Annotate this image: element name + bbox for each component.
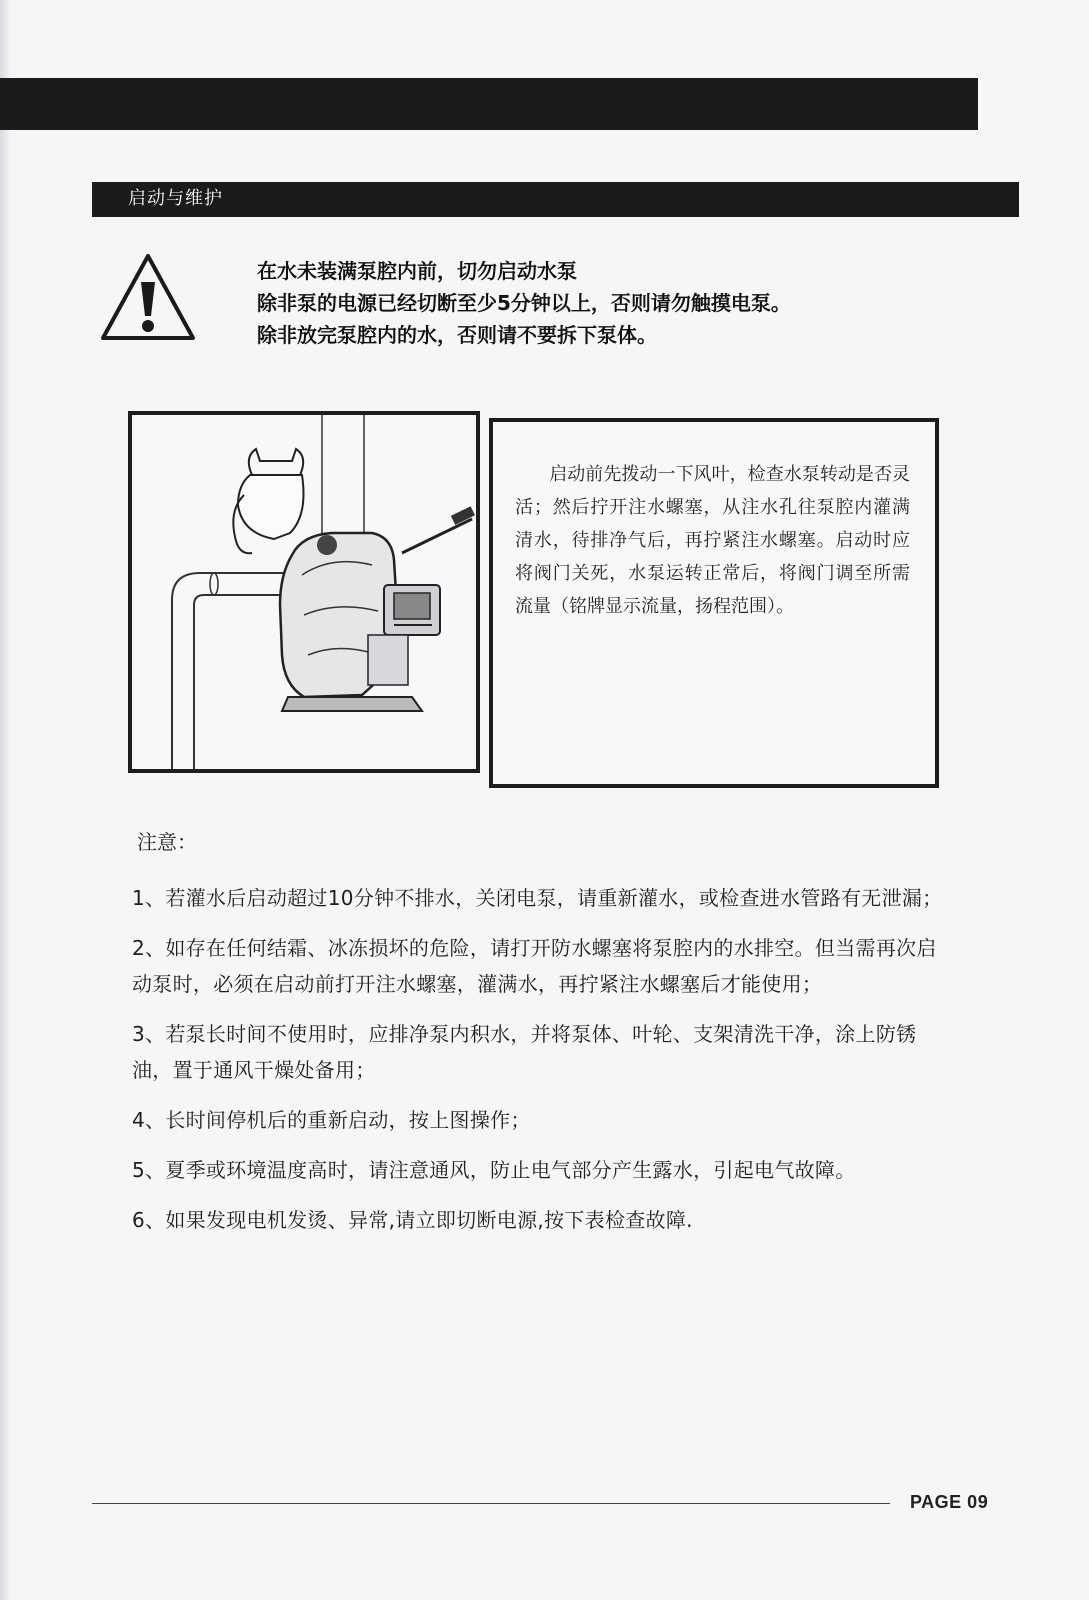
page-edge [0,0,10,1600]
note-item: 2、如存在任何结霜、冰冻损坏的危险，请打开防水螺塞将泵腔内的水排空。但当需再次启动泵时，必须在启动前打开注水螺塞，灌满水，再拧紧注水螺塞后才能使用； [132,936,937,996]
pump-illustration-box [128,411,480,773]
page-number: PAGE 09 [910,1492,989,1512]
warning-text [257,255,977,351]
notes-title: 注意： [137,830,197,854]
footer-rule [92,1503,890,1504]
notes-list [132,880,952,1252]
warning-line: 除非放完泵腔内的水，否则请不要拆下泵体。 [257,323,657,347]
top-banner-bar [0,78,978,130]
instruction-text: 启动前先拨动一下风叶，检查水泵转动是否灵活；然后拧开注水螺塞，从注水孔往泵腔内灌满清水，待排净气后，再拧紧注水螺塞。启动时应将阀门关死，水泵运转正常后，将阀门调至所需流量（铭牌显示流量，扬程范围）。 [515,464,910,617]
pump-priming-illustration [132,415,476,769]
note-item: 3、若泵长时间不使用时，应排净泵内积水，并将泵体、叶轮、支架清洗干净，涂上防锈油，置于通风干燥处备用； [132,1022,917,1082]
instruction-box [489,418,939,788]
note-item: 5、夏季或环境温度高时，请注意通风，防止电气部分产生露水，引起电气故障。 [132,1158,856,1182]
note-item: 1、若灌水后启动超过10分钟不排水，关闭电泵，请重新灌水，或检查进水管路有无泄漏； [132,886,943,910]
note-item: 4、长时间停机后的重新启动，按上图操作； [132,1108,531,1132]
warning-line: 在水未装满泵腔内前，切勿启动水泵 [257,259,577,283]
warning-line: 除非泵的电源已经切断至少5分钟以上，否则请勿触摸电泵。 [257,291,791,315]
section-title: 启动与维护 [128,188,223,209]
note-item: 6、如果发现电机发烫、异常,请立即切断电源,按下表检查故障. [132,1208,693,1232]
section-header [92,182,1019,217]
warning-triangle-icon [100,252,196,344]
